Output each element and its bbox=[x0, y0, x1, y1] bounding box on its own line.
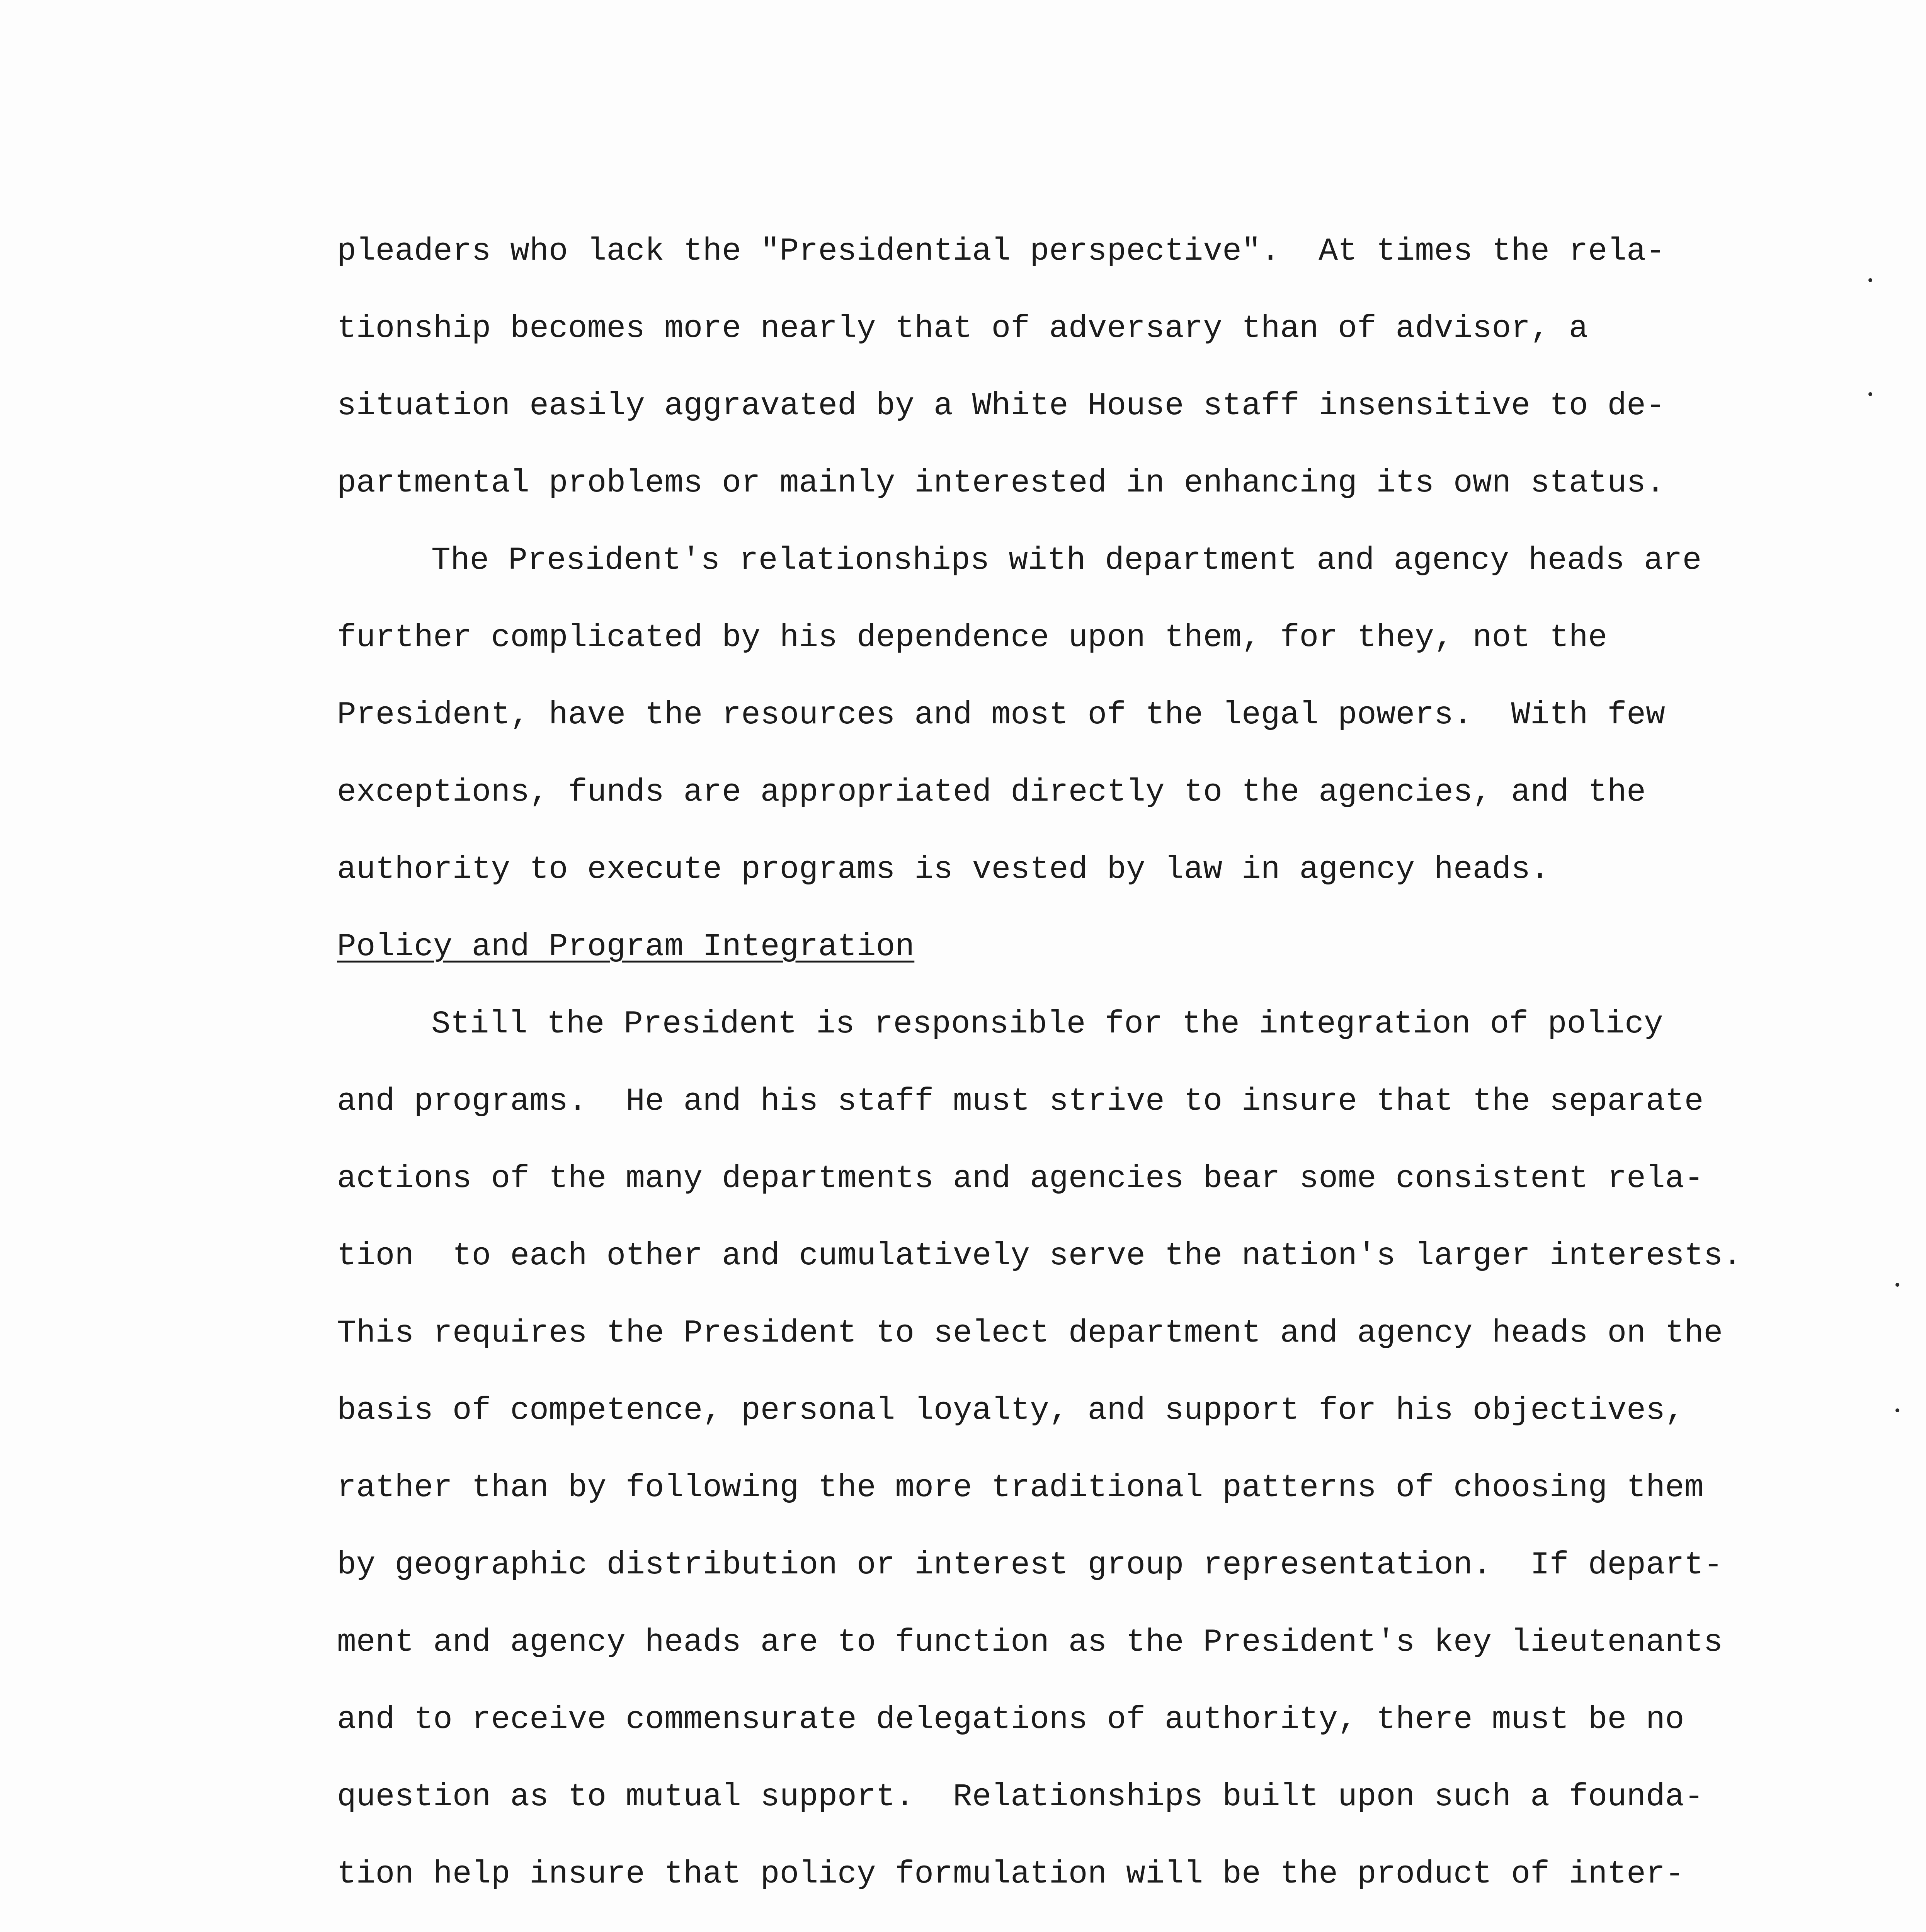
text-line: question as to mutual support. Relationships built upon such a founda- bbox=[337, 1779, 1704, 1815]
text-line: exceptions, funds are appropriated directly to the agencies, and the bbox=[337, 774, 1646, 810]
text-line: actions of the many departments and agencies bear some consistent rela- bbox=[337, 1160, 1704, 1197]
text-line: rather than by following the more traditional patterns of choosing them bbox=[337, 1469, 1704, 1506]
text-line: ment and agency heads are to function as the President's key lieutenants bbox=[337, 1624, 1723, 1660]
text-line: President, have the resources and most of the legal powers. With few bbox=[337, 697, 1665, 733]
text-line: This requires the President to select department and agency heads on the bbox=[337, 1315, 1723, 1351]
text-line: tion help insure that policy formulation will be the product of inter- bbox=[337, 1856, 1684, 1892]
text-line: further complicated by his dependence upon them, for they, not the bbox=[337, 619, 1608, 656]
text-line: by geographic distribution or interest group representation. If depart- bbox=[337, 1547, 1723, 1583]
text-line: situation easily aggravated by a White House staff insensitive to de- bbox=[337, 388, 1665, 424]
scan-speck bbox=[1868, 392, 1872, 396]
section-heading: Policy and Program Integration bbox=[337, 929, 915, 965]
text-line: basis of competence, personal loyalty, and support for his objectives, bbox=[337, 1392, 1684, 1429]
text-line: The President's relationships with department and agency heads are bbox=[431, 542, 1702, 578]
text-line: partmental problems or mainly interested in enhancing its own status. bbox=[337, 465, 1665, 501]
text-line: and programs. He and his staff must strive to insure that the separate bbox=[337, 1083, 1704, 1119]
text-line: authority to execute programs is vested by law in agency heads. bbox=[337, 851, 1550, 888]
text-line: tion to each other and cumulatively serve the nation's larger interests. bbox=[337, 1238, 1742, 1274]
scan-speck bbox=[1868, 278, 1872, 282]
scan-speck bbox=[1895, 1408, 1899, 1412]
text-line: Still the President is responsible for the integration of policy bbox=[431, 1006, 1663, 1042]
scan-speck bbox=[1895, 1283, 1899, 1287]
text-line: and to receive commensurate delegations of authority, there must be no bbox=[337, 1701, 1684, 1738]
text-line: tionship becomes more nearly that of adversary than of advisor, a bbox=[337, 310, 1588, 347]
text-line: pleaders who lack the "Presidential perspective". At times the rela- bbox=[337, 233, 1665, 269]
